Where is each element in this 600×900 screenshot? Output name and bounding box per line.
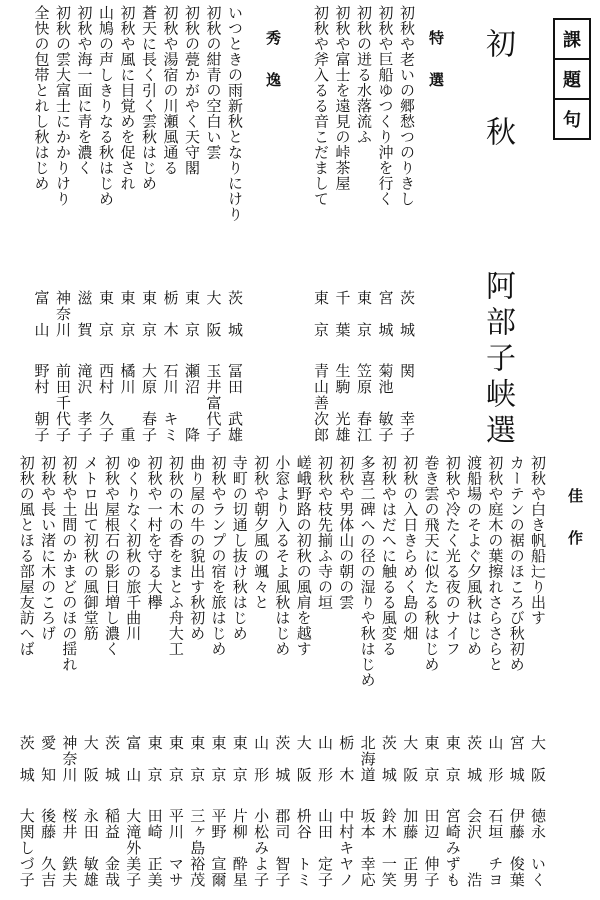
author-name: 永田 敏雄 (81, 808, 100, 888)
author-name: 田崎 正美 (145, 808, 164, 888)
author-name: 平野 宣爾 (209, 808, 228, 888)
haiku-poem: 初秋やランプの宿を旅はじめ (209, 455, 228, 657)
author-place: 大 阪 (529, 735, 547, 783)
haiku-poem: 渡船場のそよぐ夕風秋はじめ (465, 455, 484, 657)
author-name: 玉井富代子 (204, 363, 223, 443)
page-title: 初 秋 (480, 28, 515, 160)
haiku-poem: 初秋やはだへに触るる風変る (379, 455, 398, 657)
haiku-poem: 山鳩の声しきりなる秋はじめ (97, 5, 115, 207)
author-name: 平川 マサ (166, 808, 185, 888)
author-name: 橘川 重 (118, 363, 137, 443)
author-place: 大 阪 (401, 735, 420, 783)
haiku-poem: 全快の包帯とれし秋はじめ (32, 5, 51, 191)
author-name: 大原 春子 (140, 363, 158, 443)
haiku-poem: 初秋の迸る水落流ふ (355, 5, 373, 145)
author-name: 稲益 金哉 (103, 808, 121, 888)
haiku-poem: 初秋や土間のかまどのほの揺れ (60, 455, 79, 672)
haiku-poem: 多喜二碑への径の湿りや秋はじめ (358, 455, 377, 688)
author-name: 青山善次郎 (312, 363, 330, 443)
author-name: 徳永 いく (529, 808, 547, 888)
haiku-poem: 初秋の木の香をまとふ舟大工 (166, 455, 185, 657)
haiku-poem: 初秋や枝先揃ふ寺の垣 (316, 455, 334, 610)
author-place: 栃 木 (337, 735, 356, 783)
author-name: 西村 久子 (97, 363, 115, 443)
header-shuitsu: 秀 逸 (264, 30, 282, 93)
author-name: 田辺 伸子 (422, 808, 441, 888)
author-name: 滝沢 孝子 (75, 363, 94, 443)
haiku-poem: 初秋や富士を遠見の峠茶屋 (333, 5, 352, 191)
author-name: 笠原 春江 (355, 363, 373, 443)
author-name: 桜井 鉄夫 (60, 808, 79, 888)
haiku-poem: 巻き雲の飛天に似たる秋はじめ (422, 455, 441, 672)
author-place: 東 京 (209, 735, 228, 783)
section-badge (553, 18, 591, 140)
author-place: 東 京 (355, 290, 373, 338)
author-place: 北海道 (358, 735, 377, 783)
author-place: 富 山 (124, 735, 143, 783)
author-name: 鈴木 一笑 (379, 808, 398, 888)
author-name: 野村 朝子 (32, 363, 51, 443)
haiku-poem: 小窓より入るそよ風秋はじめ (273, 455, 292, 657)
haiku-poem: 初秋や冷たく光る夜のナイフ (443, 455, 462, 657)
header-tokusen: 特 選 (427, 30, 445, 93)
author-place: 山 形 (316, 735, 334, 783)
author-place: 大 阪 (294, 735, 313, 783)
author-name: 前田千代子 (54, 363, 72, 443)
author-place: 東 京 (166, 735, 185, 783)
haiku-poem: 曲り屋の牛の貌出す秋初め (188, 455, 207, 641)
haiku-poem: 初秋や風に目覚めを促され (118, 5, 137, 191)
author-name: 生駒 光雄 (333, 363, 352, 443)
haiku-poem: 蒼天に長く引く雲秋はじめ (140, 5, 158, 191)
author-name: 会沢 浩 (465, 808, 484, 888)
author-name: 枡谷 トミ (294, 808, 313, 888)
haiku-poem: メトロ出て初秋の風御堂筋 (81, 455, 100, 641)
haiku-poem: 初秋の紺青の空白い雲 (204, 5, 223, 160)
badge-char: 課 (555, 20, 589, 60)
author-name: 三ヶ島裕茂 (188, 808, 207, 888)
haiku-poem: 初秋の甍かがやく天守閣 (183, 5, 201, 176)
author-place: 山 形 (486, 735, 505, 783)
haiku-poem: 初秋の風とほる部屋友訪へば (17, 455, 36, 657)
author-place: 茨 城 (226, 290, 244, 338)
author-name: 郡司 智子 (273, 808, 292, 888)
haiku-poem: 初秋や屋根石の影日増し濃く (103, 455, 121, 657)
author-place: 東 京 (422, 735, 441, 783)
author-place: 東 京 (230, 735, 249, 783)
author-place: 大 阪 (204, 290, 223, 338)
author-name: 小松みよ子 (252, 808, 271, 888)
author-place: 東 京 (97, 290, 115, 338)
haiku-poem: 初秋や海一面に青を濃く (75, 5, 94, 176)
haiku-poem: 初秋や老いの郷愁つのりきし (398, 5, 416, 207)
author-place: 千 葉 (333, 290, 352, 338)
badge-char: 句 (563, 110, 581, 131)
author-place: 宮 城 (507, 735, 526, 783)
author-place: 栃 木 (161, 290, 180, 338)
author-place: 東 京 (183, 290, 201, 338)
author-name: 山田 定子 (316, 808, 334, 888)
author-place: 神奈川 (54, 290, 72, 338)
author-place: 東 京 (145, 735, 164, 783)
author-place: 茨 城 (103, 735, 121, 783)
haiku-poem: 初秋や長い渚に木のころげ (39, 455, 58, 641)
haiku-poem: 初秋や湯宿の川瀬風通る (161, 5, 180, 176)
haiku-poem: いつときの雨新秋となりにけり (226, 5, 244, 222)
haiku-poem: 初秋や巨船ゆつくり沖を行く (376, 5, 395, 207)
haiku-poem: ゆくりなく初秋の旅千曲川 (124, 455, 143, 641)
haiku-poem: 初秋や男体山の朝の雲 (337, 455, 356, 610)
author-name: 中村キヤノ (337, 808, 356, 888)
author-name: 冨田 武雄 (226, 363, 244, 443)
author-place: 東 京 (312, 290, 330, 338)
author-name: 石川 キミ (161, 363, 180, 443)
haiku-poem: 初秋や斧入るる音こだまして (312, 5, 330, 207)
author-name: 加藤 正男 (401, 808, 420, 888)
haiku-poem: 嵯峨野路の初秋の風肩を越す (294, 455, 313, 657)
author-place: 茨 城 (273, 735, 292, 783)
author-place: 茨 城 (465, 735, 484, 783)
author-place: 茨 城 (398, 290, 416, 338)
haiku-poem: 初秋や庭木の葉擦れさらさらと (486, 455, 505, 672)
author-name: 関 幸子 (398, 363, 416, 443)
author-name: 石垣 チヨ (486, 808, 505, 888)
author-name: 坂本 幸応 (358, 808, 377, 888)
author-place: 山 形 (252, 735, 271, 783)
haiku-poem: 初秋や白き帆船辷り出す (529, 455, 547, 626)
author-place: 宮 城 (376, 290, 395, 338)
author-name: 伊藤 俊葉 (507, 808, 526, 888)
author-name: 宮崎みずも (443, 808, 462, 888)
author-place: 東 京 (118, 290, 137, 338)
haiku-poem: 初秋や朝夕風の颯々と (252, 455, 271, 610)
author-place: 東 京 (443, 735, 462, 783)
author-place: 富 山 (32, 290, 51, 338)
haiku-poem: 初秋の雲大富士にかかりけり (54, 5, 72, 207)
author-name: 大滝外美子 (124, 808, 143, 888)
selector-name: 阿部子峡選 (480, 270, 515, 450)
author-place: 茨 城 (379, 735, 398, 783)
author-place: 神奈川 (60, 735, 79, 783)
author-place: 大 阪 (81, 735, 100, 783)
author-place: 東 京 (188, 735, 207, 783)
haiku-poem: 初秋や一村を守る大欅 (145, 455, 164, 610)
header-kasaku: 佳 作 (566, 488, 584, 551)
author-place: 滋 賀 (75, 290, 94, 338)
author-place: 東 京 (140, 290, 158, 338)
haiku-poem: 寺町の切通し抜け秋はじめ (230, 455, 249, 641)
author-place: 茨 城 (17, 735, 36, 783)
author-name: 大関しづ子 (17, 808, 36, 888)
haiku-poem: 初秋の入日きらめく島の畑 (401, 455, 420, 641)
author-name: 菊池 敏子 (376, 363, 395, 443)
author-name: 片柳 酔星 (230, 808, 249, 888)
author-name: 瀬沼 降 (183, 363, 201, 443)
author-place: 愛 知 (39, 735, 58, 783)
badge-char: 題 (555, 60, 589, 100)
author-name: 後藤 久吉 (39, 808, 58, 888)
haiku-poem: カーテンの裾のほころび秋初め (507, 455, 526, 672)
